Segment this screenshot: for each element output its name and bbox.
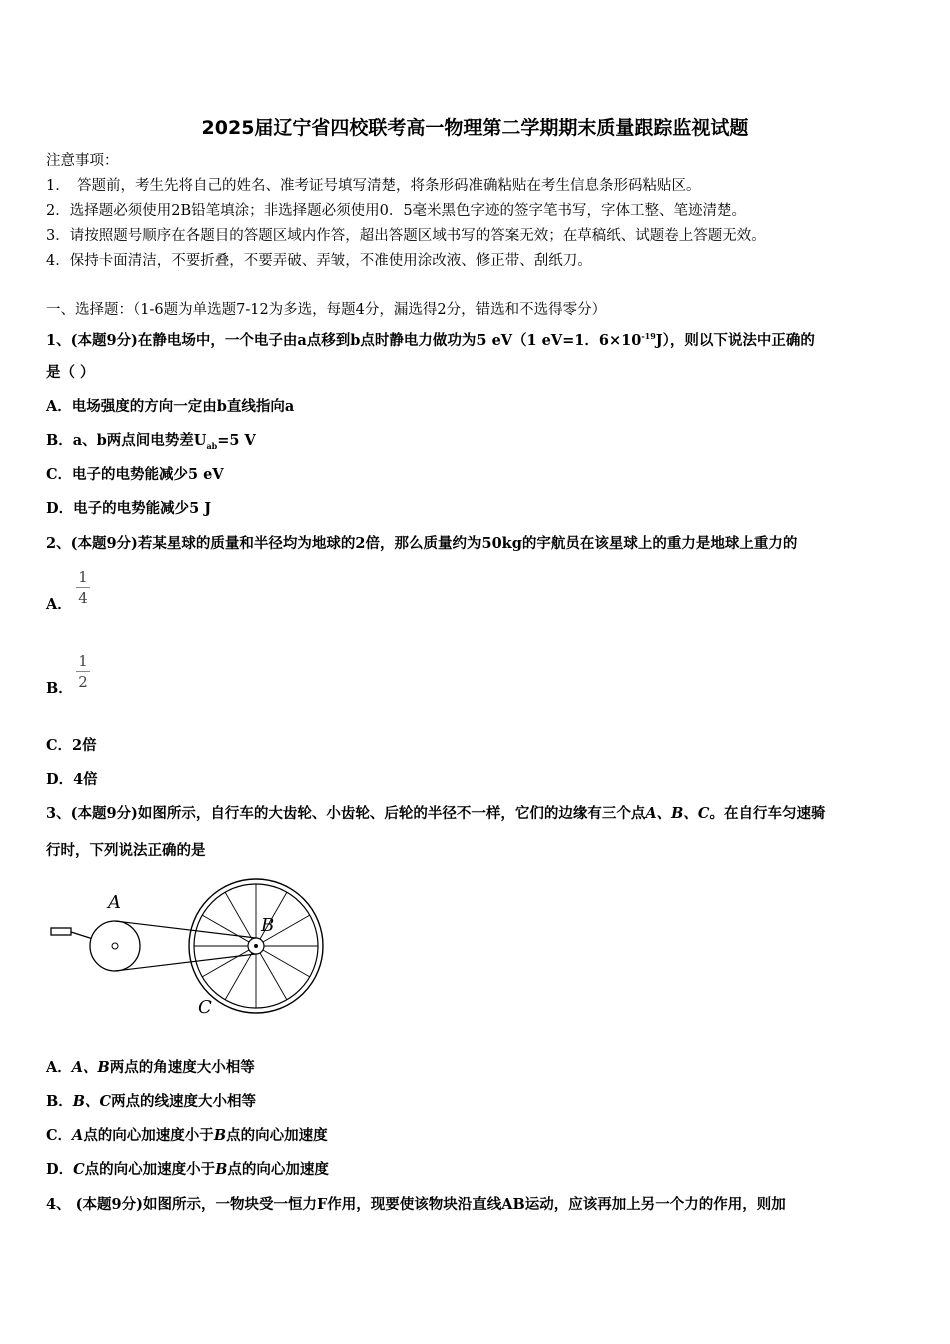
- notice-item-3: 3．请按照题号顺序在各题目的答题区域内作答，超出答题区域书写的答案无效；在草稿纸、试题卷上答题无效。: [46, 228, 766, 244]
- q1-option-b-value: =5 V: [217, 432, 256, 449]
- fraction-bar: [76, 587, 90, 588]
- q3-stem-line1: [46, 804, 825, 824]
- q1-option-a: A．电场强度的方向一定由b直线指向a: [46, 398, 295, 415]
- notice-item-4: 4．保持卡面清洁，不要折叠，不要弄破、弄皱，不准使用涂改液、修正带、刮纸刀。: [46, 253, 592, 269]
- q1-stem-line2: 是（ ）: [46, 364, 95, 381]
- q1-option-d: D．电子的电势能减少5 J: [46, 500, 212, 517]
- q2-option-a-denominator: 4: [78, 589, 88, 607]
- q1-option-b-text: B．a、b两点间电势差U: [46, 432, 207, 449]
- q3-stem-line2: 行时，下列说法正确的是: [46, 842, 206, 859]
- q2-option-d: D．4倍: [46, 771, 98, 788]
- q3-option-b-label: B．: [46, 1093, 73, 1110]
- q3-option-d-text2: 点的向心加速度: [227, 1161, 329, 1178]
- q3-option-a-label: A．: [46, 1059, 72, 1076]
- q3-option-d-label: D．: [46, 1161, 74, 1178]
- q3-option-a-text: 两点的角速度大小相等: [109, 1059, 255, 1076]
- big-gear: [90, 921, 140, 971]
- q4-stem: 4、 (本题9分)如图所示，一物块受一恒力F作用，现要使该物块沿直线AB运动，应该再加上另一个力的作用，则加: [46, 1196, 786, 1213]
- q3-stem-a: 3、(本题9分)如图所示，自行车的大齿轮、小齿轮、后轮的半径不一样，它们的边缘有三个点: [46, 805, 646, 822]
- q2-option-a-fraction: [76, 568, 90, 607]
- pedal-shape: [51, 928, 71, 935]
- q1-exponent: -19: [641, 331, 656, 341]
- q2-option-b-numerator: 1: [78, 652, 88, 670]
- fraction-bar: [76, 671, 90, 672]
- q1-stem-a: 1、(本题9分)在静电场中，一个电子由a点移到b点时静电力做功为5 eV（1 eV=1．6×10: [46, 331, 642, 349]
- q3-option-b: [46, 1092, 256, 1112]
- q1-stem-b: J），则以下说法中正确的: [655, 331, 815, 349]
- q3-stem-b: 。在自行车匀速骑: [709, 805, 826, 822]
- page-title: 2025届辽宁省四校联考高一物理第二学期期末质量跟踪监视试题: [201, 117, 749, 139]
- q1-option-b: [46, 431, 256, 456]
- q2-option-b-fraction: [76, 652, 90, 691]
- notice-heading: 注意事项：: [46, 153, 119, 169]
- q3-option-c-var1: A: [72, 1127, 84, 1144]
- q3-option-d-var1: C: [73, 1161, 85, 1178]
- notice-item-2: 2．选择题必须使用2B铅笔填涂；非选择题必须使用0．5毫米黑色字迹的签字笔书写，字体工整、笔迹清楚。: [46, 203, 747, 219]
- q1-stem-line1: [46, 326, 815, 351]
- q1-option-c: C．电子的电势能减少5 eV: [46, 466, 224, 483]
- q3-option-c-label: C．: [46, 1127, 73, 1144]
- label-a: A: [108, 892, 121, 913]
- q3-option-d-text1: 点的向心加速度小于: [84, 1161, 216, 1178]
- q3-option-d: [46, 1160, 329, 1180]
- q3-points: A、B、C: [645, 805, 710, 822]
- bicycle-gear-diagram: [48, 876, 330, 1022]
- q3-option-d-var2: B: [215, 1161, 228, 1178]
- q3-option-c-text2: 点的向心加速度: [226, 1127, 328, 1144]
- q3-option-c-text1: 点的向心加速度小于: [83, 1127, 214, 1144]
- q1-option-b-sub: ab: [206, 440, 218, 451]
- section-heading: 一、选择题：（1-6题为单选题7-12为多选，每题4分，漏选得2分，错选和不选得零分）: [46, 302, 607, 318]
- notice-item-1: 1． 答题前，考生先将自己的姓名、准考证号填写清楚，将条形码准确粘贴在考生信息条形码粘贴区。: [46, 178, 701, 194]
- q3-option-c: [46, 1126, 328, 1146]
- q2-option-b-denominator: 2: [78, 673, 88, 691]
- q3-option-c-var2: B: [213, 1127, 227, 1144]
- q2-option-a-label: A．: [46, 596, 72, 613]
- q2-option-c: C．2倍: [46, 737, 97, 754]
- q2-stem: 2、(本题9分)若某星球的质量和半径均为地球的2倍，那么质量约为50kg的宇航员在该星球上的重力是地球上重力的: [46, 535, 798, 552]
- q2-option-b-label: B．: [46, 680, 73, 697]
- q3-option-a: [46, 1058, 255, 1078]
- label-b: B: [261, 915, 275, 936]
- label-c: C: [198, 997, 212, 1018]
- q3-option-a-vars: A、B: [71, 1059, 110, 1076]
- q3-option-b-text: 两点的线速度大小相等: [111, 1093, 257, 1110]
- q3-option-b-vars: B、C: [72, 1093, 112, 1110]
- q2-option-a-numerator: 1: [78, 568, 88, 586]
- small-gear-axle: [254, 944, 258, 948]
